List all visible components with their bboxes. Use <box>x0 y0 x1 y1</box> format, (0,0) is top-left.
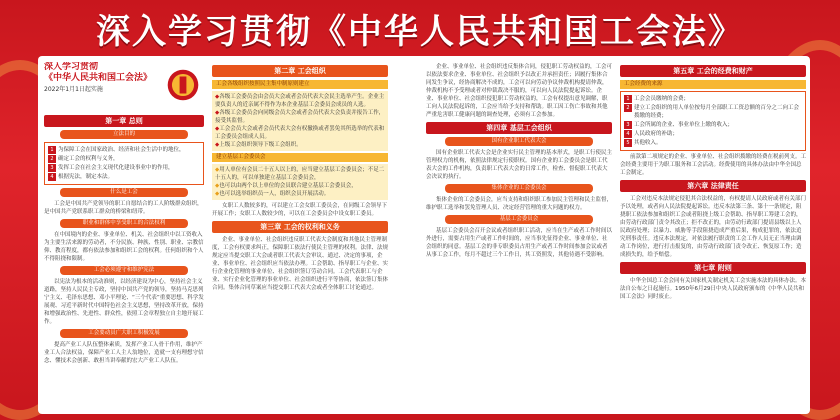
tag-what: 什么是工会 <box>60 188 188 197</box>
funds-text: 前款第二项规定的企业、事业单位、社会组织拨缴的经费在税前列支。工会经费主要用于为职工服务和工会活动。经费使用的具体办法由中华全国总工会制定。 <box>620 154 806 176</box>
tag-scope: 职业和群体中享受职工的合法权利 <box>60 219 188 228</box>
annex-text: 中华全国总工会会同有关国家机关制定机关工会实施本法的具体办法。本法自公布之日起施行。1950年6月29日中央人民政府颁布的《中华人民共和国工会法》同时废止。 <box>620 278 806 300</box>
law-text: 工会对违反本法规定侵犯其合法权益的，有权提请人民政府或者有关部门予以处理，或者向人民法院提起诉讼。违反本法第三条、第十一条规定，阻挠职工依法参加和组织工会或者阻挠上级工会帮助、指导职工筹建工会的，由劳动行政部门责令其改正；拒不改正的，由劳动行政部门提请县级以上人民政府处理；以暴力、威胁等手段阻挠造成严重后果，构成犯罪的，依法追究刑事责任。违反本法规定，对依法履行职责的工会工作人员无正当理由调动工作岗位，进行打击报复的，由劳动行政部门责令改正、恢复原工作；造成损失的，给予赔偿。 <box>620 196 806 258</box>
funds-list <box>620 91 806 151</box>
chapter-4-banner: 第四章 基层工会组织 <box>426 122 612 134</box>
tag-base-union: 国有企业职工代表大会 <box>445 137 594 146</box>
list-item: 2 建立工会组织的用人单位按每月全部职工工资总额的百分之二向工会拨缴的经费； <box>624 104 802 120</box>
chapter-6-banner: 第六章 法律责任 <box>620 180 806 192</box>
scope-text: 在中国境内的企业、事业单位、机关、社会组织中以工资收入为主要生活来源的劳动者，不分民族、种族、性别、职业、宗教信仰、教育程度，都有依法参加和组织工会的权利。任何组织和个人不得阻挠和限制。 <box>44 232 204 262</box>
chapter-7-banner: 第七章 附则 <box>620 262 806 274</box>
list-item: ◆也可以选举组织员一人，组织会员开展活动。 <box>215 191 330 197</box>
column-2 <box>212 62 388 412</box>
chapter-3-banner: 第三章 工会的权利和义务 <box>212 221 388 233</box>
tag-guide: 工会必须遵守和维护宪法 <box>60 266 188 275</box>
list-item: ◆上级工会组织领导下级工会组织。 <box>215 142 302 148</box>
list-item: 3 工会所属的企业、事业单位上缴的收入； <box>624 121 802 129</box>
purpose-list <box>44 142 204 185</box>
list-item: ◆也可以由两个以上单位的会员联合建立基层工会委员会， <box>215 183 357 189</box>
guide-text: 以宪法为根本的活动准则，以经济建设为中心，坚持社会主义道路，坚持人民民主专政，坚持中国共产党的领导，坚持马克思列宁主义、毛泽东思想、邓小平理论、“三个代表”重要思想、科学发展观、习近平新时代中国特色社会主义思想，坚持改革开放，保持和增强政治性、先进性、群众性，依照工会章程独立自主地开展工作。 <box>44 279 204 325</box>
mission-text: 提高产业工人队伍整体素质，发挥产业工人骨干作用，维护产业工人合法权益，保障产业工人主人翁地位，造就一支有理想守信念、懂技术会创新、敢担当讲奉献的宏大产业工人队伍。 <box>44 342 204 364</box>
tag-purpose: 立法目的 <box>60 130 188 139</box>
list-item: 1 工会会员缴纳的会费； <box>624 95 802 103</box>
list-item: 2 确定工会的权利与义务， <box>48 155 200 163</box>
base-union-text: 国有企业职工代表大会是企业实行民主管理的基本形式，是职工行使民主管理权力的机构，依照法律规定行使职权。国有企业的工会委员会是职工代表大会的工作机构，负责职工代表大会的日常工作，检查、督促职工代表大会决议的执行。 <box>426 150 612 180</box>
list-item: 1 为保障工会在国家政治、经济和社会生活中的地位， <box>48 146 200 154</box>
tag-funds: 工会经费的来源 <box>620 80 806 89</box>
list-item: ◆各级工会委员会由会员大会或者会员代表大会民主选举产生。企业主要负责人的近亲属不得作为本企业基层工会委员会成员的人选。 <box>215 94 385 108</box>
base-list <box>212 164 388 200</box>
tag-org: 工会各级组织按照民主集中制原则建立 <box>212 80 388 89</box>
column-1 <box>44 62 204 412</box>
chapter-1-banner: 第一章 总则 <box>44 115 204 127</box>
heading-line-1: 深入学习贯彻 <box>44 62 99 72</box>
list-item: ◆工会会员大会或者会员代表大会有权撤换或者罢免其所选举的代表和工会委员会组成人员。 <box>215 126 385 140</box>
meeting-text: 基层工会委员会召开会议或者组织职工活动，应当在生产或者工作时间以外进行，需要占用生产或者工作时间的，应当事先征得企业、事业单位、社会组织的同意。基层工会的非专职委员占用生产或者工作时间参加会议或者从事工会工作，每月不超过三个工作日，其工资照发，其他待遇不受影响。 <box>426 228 612 258</box>
effective-date: 2022年1月1日起实施 <box>44 86 103 93</box>
list-item: 4 根据宪法，制定本法。 <box>48 173 200 181</box>
column-3 <box>426 62 612 412</box>
union-emblem-icon <box>166 68 200 102</box>
top-text: 企业、事业单位、社会组织违反集体合同，侵犯职工劳动权益的，工会可以依法要求企业、事业单位、社会组织予以改正并承担责任；因履行集体合同发生争议，经协商解决不成的，工会可以向劳动争议仲裁机构提请仲裁，仲裁机构不予受理或者对仲裁裁决不服的，可以向人民法院提起诉讼。企业、事业单位、社会组织侵犯职工劳动权益的，工会有权提出意见调解，职工向人民法院起诉的，工会应当给予支持和帮助。职工因工伤亡事故和其他严重危害职工健康问题的调查处理，必须有工会参加。 <box>426 64 612 118</box>
list-item: 3 发挥工会在社会主义现代化建设事业中的作用， <box>48 164 200 172</box>
base-note: 女职工人数较多的，可以建立工会女职工委员会，在同级工会领导下开展工作；女职工人数较少的，可以在工会委员会中设女职工委员。 <box>212 203 388 217</box>
tag-base: 建立基层工会委员会 <box>212 153 388 162</box>
chapter-2-banner: 第二章 工会组织 <box>212 65 388 77</box>
list-item: 5 其他收入。 <box>624 139 802 147</box>
page-title: 深入学习贯彻《中华人民共和国工会法》 <box>96 12 744 52</box>
tag-meeting: 基层工会委员会 <box>445 215 594 224</box>
list-item: ◆用人单位有会员二十五人以上的，应当建立基层工会委员会；不足二十五人的，可以单独建立基层工会委员会， <box>215 167 385 181</box>
chapter-5-banner: 第五章 工会的经费和财产 <box>620 65 806 77</box>
collective-text: 集体企业的工会委员会，应当支持和组织职工参加民主管理和民主监督，维护职工选举和罢免管理人员、决定经营管理的重大问题的权力。 <box>426 197 612 211</box>
tag-mission: 工会要动员广大职工积极发展 <box>60 329 188 338</box>
heading-line-2: 《中华人民共和国工会法》 <box>44 73 153 83</box>
rights-text: 企业、事业单位、社会组织违反职工代表大会制度和其他民主管理制度，工会有权要求纠正，保障职工依法行使民主管理的权利。法律、法规规定应当提交职工大会或者职工代表大会审议、通过、决定的事项，企业、事业单位、社会组织应当依法办理。工会帮助、指导职工与企业、实行企业化管理的事业单位、社会组织签订劳动合同。工会代表职工与企业、实行企业化管理的事业单位、社会组织进行平等协商，依法签订集体合同。集体合同草案应当提交职工代表大会或者全体职工讨论通过。 <box>212 237 388 291</box>
list-item: 4 人民政府的补助； <box>624 130 802 138</box>
tag-collective: 集体企业的工会委员会 <box>445 184 594 193</box>
what-text: 工会是中国共产党领导的职工自愿结合的工人阶级群众组织，是中国共产党联系职工群众的桥梁和纽带。 <box>44 201 203 215</box>
column-4 <box>620 62 806 412</box>
list-item: ◆各级工会委员会向同级会员大会或者会员代表大会负责并报告工作，接受其监督。 <box>215 110 385 124</box>
org-list <box>212 91 388 151</box>
